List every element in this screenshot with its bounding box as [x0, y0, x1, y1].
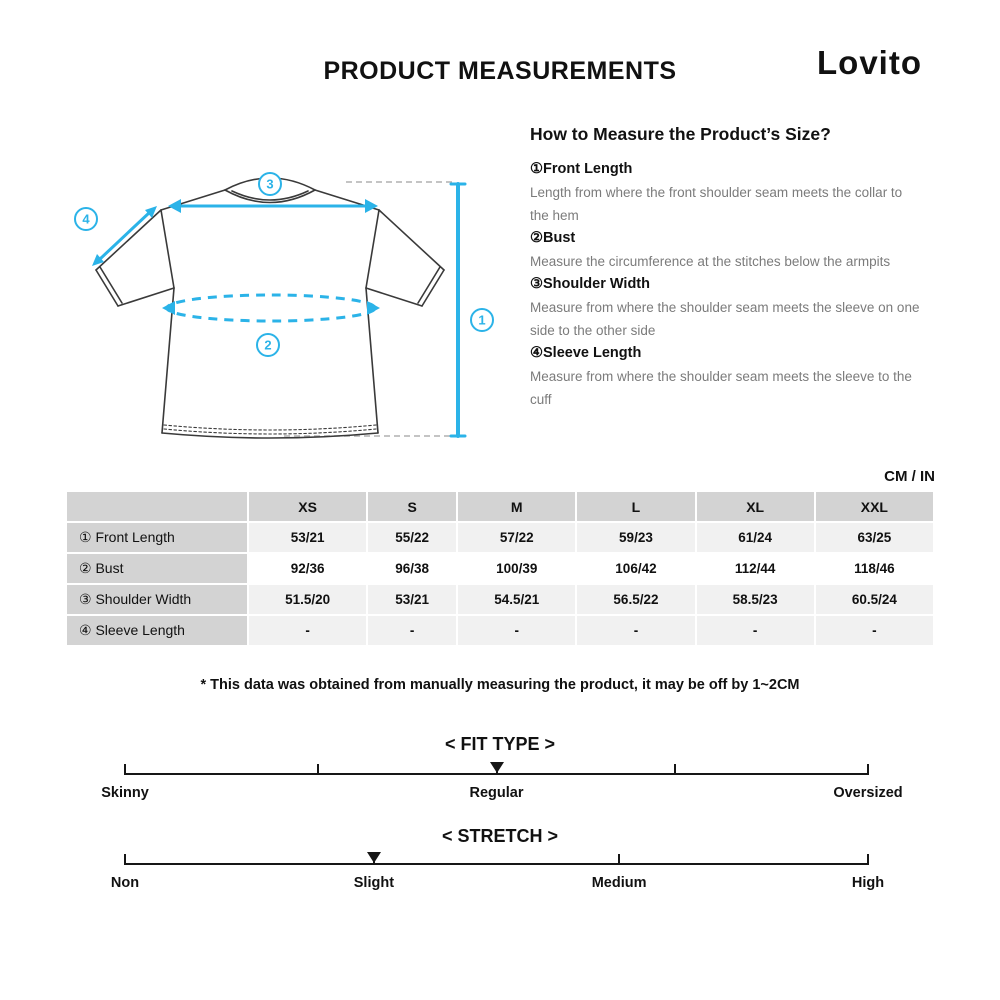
column-header: XL — [697, 492, 814, 521]
column-header: M — [458, 492, 575, 521]
size-value-cell: 55/22 — [368, 523, 456, 552]
size-value-cell: 53/21 — [249, 523, 366, 552]
instruction-description: Measure from where the shoulder seam meets the sleeve to the cuff — [530, 369, 912, 407]
table-footnote: * This data was obtained from manually measuring the product, it may be off by 1~2CM — [200, 677, 800, 693]
scale-label: Slight — [353, 875, 395, 891]
scale-label: Medium — [591, 875, 647, 891]
size-value-cell: 54.5/21 — [458, 585, 575, 614]
size-value-cell: 57/22 — [458, 523, 575, 552]
svg-text:2: 2 — [264, 337, 272, 353]
table-row — [67, 616, 933, 645]
instruction-list — [530, 158, 920, 411]
unit-label: CM / IN — [884, 468, 935, 485]
size-table — [65, 490, 935, 647]
scale-tick — [867, 854, 869, 865]
size-value-cell: 53/21 — [368, 585, 456, 614]
scale-marker-triangle — [490, 762, 504, 773]
tshirt-outline — [96, 178, 444, 438]
front-length-line — [451, 184, 465, 436]
page-title: PRODUCT MEASUREMENTS — [323, 57, 677, 85]
size-value-cell: 61/24 — [697, 523, 814, 552]
table-corner-cell — [67, 492, 247, 521]
scale-label: High — [851, 875, 885, 891]
bust-ellipse-arrow — [162, 295, 380, 321]
how-to-measure-section — [530, 124, 920, 411]
column-header: XS — [249, 492, 366, 521]
instruction-label: ②Bust — [530, 230, 576, 246]
size-value-cell: 63/25 — [816, 523, 933, 552]
size-value-cell: - — [368, 616, 456, 645]
svg-text:3: 3 — [266, 176, 274, 192]
scale-label: Oversized — [833, 785, 903, 801]
instruction-label: ①Front Length — [530, 161, 633, 177]
table-row — [67, 585, 933, 614]
stretch-title: < STRETCH > — [441, 826, 559, 846]
badge-sleeve-length — [75, 208, 97, 230]
size-value-cell: 100/39 — [458, 554, 575, 583]
measure-instruction — [530, 342, 920, 411]
how-to-measure-title: How to Measure the Product’s Size? — [530, 124, 831, 144]
size-value-cell: - — [249, 616, 366, 645]
row-label-cell: ④ Sleeve Length — [67, 616, 247, 645]
table-row — [67, 554, 933, 583]
tshirt-measurement-diagram — [58, 118, 518, 478]
scale-tick — [317, 764, 319, 775]
size-value-cell: 106/42 — [577, 554, 694, 583]
table-row — [67, 523, 933, 552]
scale-line — [125, 863, 868, 865]
shoulder-width-arrow — [168, 199, 378, 213]
row-label-cell: ① Front Length — [67, 523, 247, 552]
badge-bust — [257, 334, 279, 356]
measure-instruction — [530, 227, 920, 273]
size-value-cell: 118/46 — [816, 554, 933, 583]
scale-tick — [618, 854, 620, 865]
badge-shoulder-width — [259, 173, 281, 195]
scale-tick — [124, 854, 126, 865]
size-value-cell: 58.5/23 — [697, 585, 814, 614]
row-label-cell: ② Bust — [67, 554, 247, 583]
instruction-description: Measure the circumference at the stitches below the armpits — [530, 254, 891, 269]
badge-front-length — [471, 309, 493, 331]
stretch-track — [110, 857, 885, 917]
instruction-label: ③Shoulder Width — [530, 276, 650, 292]
scale-label: Skinny — [101, 785, 149, 801]
svg-text:1: 1 — [478, 312, 486, 328]
stretch-scale — [0, 823, 1000, 915]
scale-tick — [124, 764, 126, 775]
instruction-description: Measure from where the shoulder seam meets the sleeve on one side to the other side — [530, 300, 920, 338]
measure-instruction — [530, 273, 920, 342]
scale-marker-triangle — [367, 852, 381, 863]
brand-logo: Lovito — [817, 44, 922, 81]
fit-type-title: < FIT TYPE > — [444, 734, 556, 754]
size-value-cell: - — [816, 616, 933, 645]
measure-badges — [75, 173, 493, 356]
column-header: L — [577, 492, 694, 521]
svg-text:4: 4 — [82, 211, 90, 227]
scale-label: Non — [110, 875, 140, 891]
scale-tick — [674, 764, 676, 775]
size-value-cell: 112/44 — [697, 554, 814, 583]
size-value-cell: 96/38 — [368, 554, 456, 583]
size-value-cell: - — [697, 616, 814, 645]
table-header-row — [67, 492, 933, 521]
size-value-cell: - — [577, 616, 694, 645]
row-label-cell: ③ Shoulder Width — [67, 585, 247, 614]
sleeve-length-arrow — [92, 206, 157, 266]
column-header: XXL — [816, 492, 933, 521]
fit-type-scale — [0, 731, 1000, 823]
size-value-cell: 56.5/22 — [577, 585, 694, 614]
size-value-cell: 51.5/20 — [249, 585, 366, 614]
instruction-description: Length from where the front shoulder seam meets the collar to the hem — [530, 185, 903, 223]
scale-tick — [867, 764, 869, 775]
size-value-cell: - — [458, 616, 575, 645]
size-value-cell: 60.5/24 — [816, 585, 933, 614]
instruction-label: ④Sleeve Length — [530, 345, 642, 361]
size-value-cell: 59/23 — [577, 523, 694, 552]
measure-instruction — [530, 158, 920, 227]
scale-label: Regular — [469, 785, 524, 801]
column-header: S — [368, 492, 456, 521]
size-value-cell: 92/36 — [249, 554, 366, 583]
fit-type-track — [101, 767, 903, 827]
